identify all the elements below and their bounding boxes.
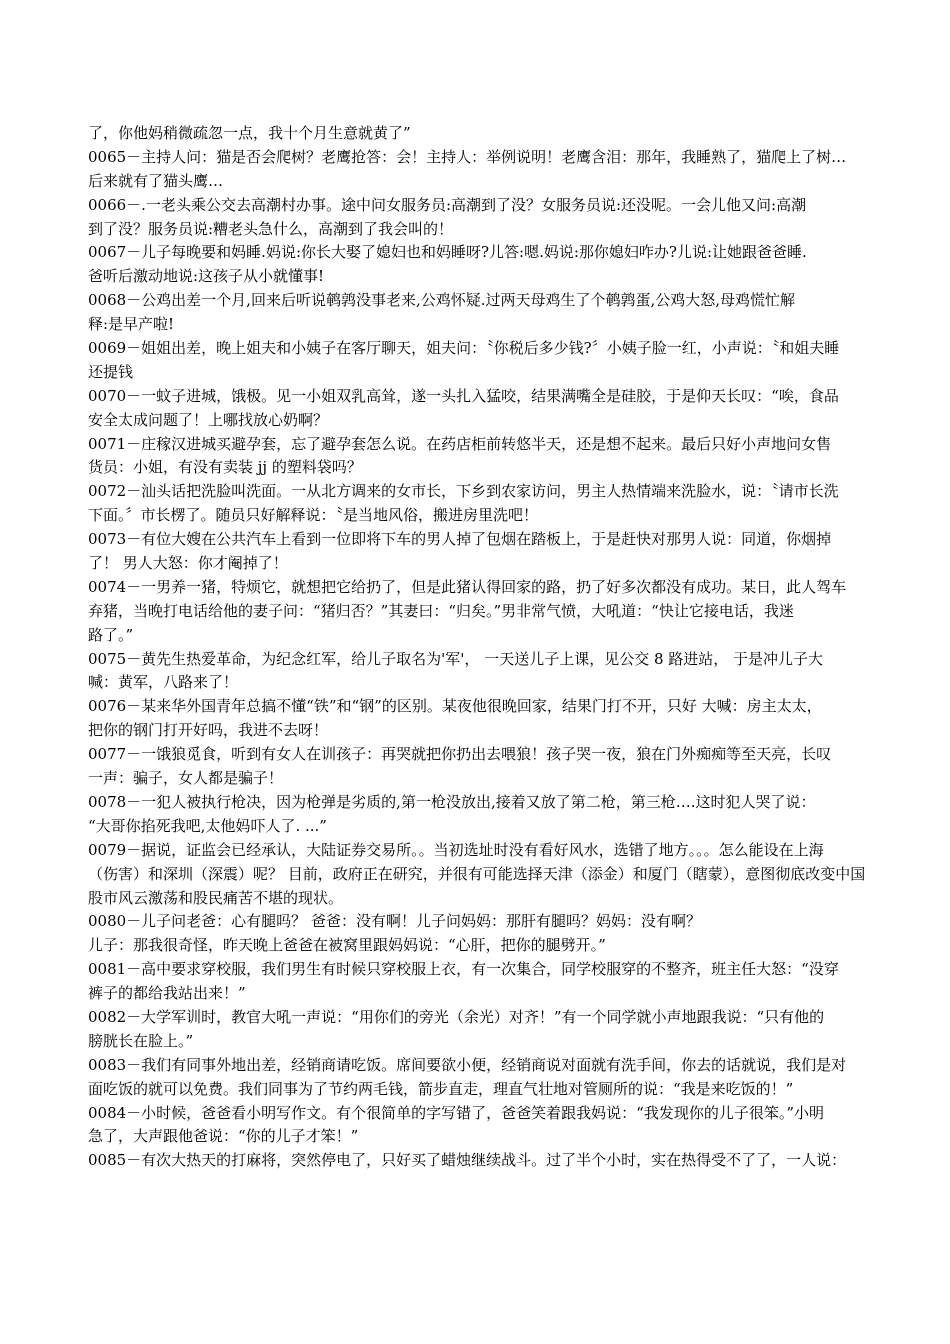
text-line: 0068－公鸡出差一个月,回来后听说鹌鹑没事老来,公鸡怀疑.过两天母鸡生了个鹌鹑蛋,公鸡大怒,母鸡慌忙解 bbox=[88, 291, 796, 310]
text-line: 0065－主持人问：猫是否会爬树？老鹰抢答：会！主持人：举例说明！老鹰含泪：那年，我睡熟了，猫爬上了树… bbox=[88, 147, 847, 166]
text-line: 到了没？服务员说:糟老头急什么，高潮到了我会叫的！ bbox=[88, 219, 454, 238]
text-line: （伤害）和深圳（深震）呢？ 目前，政府正在研究，并很有可能选择天津（添金）和厦门（瞎蒙），意图彻底改变中国 bbox=[88, 864, 866, 883]
text-line: 一声：骗子，女人都是骗子！ bbox=[88, 769, 284, 788]
text-line: 儿子：那我很奇怪，昨天晚上爸爸在被窝里跟妈妈说：“心肝，把你的腿劈开。” bbox=[88, 936, 606, 955]
text-line: 股市风云激荡和股民痛苦不堪的现状。 bbox=[88, 888, 344, 907]
text-line: 0076－某来华外国青年总搞不懂“铁”和“钢”的区别。某夜他很晚回家，结果门打不开，只好 大喊：房主太太， bbox=[88, 697, 822, 716]
text-line: 急了，大声跟他爸说：“你的儿子才笨！” bbox=[88, 1127, 359, 1146]
text-line: 0071－庄稼汉进城买避孕套，忘了避孕套怎么说。在药店柜前转悠半天，还是想不起来。最后只好小声地问女售 bbox=[88, 434, 832, 453]
text-line: 把你的钢门打开好吗，我进不去呀！ bbox=[88, 721, 329, 740]
text-line: 了！ 男人大怒：你才阉掉了！ bbox=[88, 554, 288, 573]
text-line: 0081－高中要求穿校服，我们男生有时候只穿校服上衣，有一次集合，同学校服穿的不整齐，班主任大怒：“没穿 bbox=[88, 960, 839, 979]
text-line: 货员：小姐，有没有卖装 jj 的塑料袋吗？ bbox=[88, 458, 362, 477]
text-line: 爸听后激动地说:这孩子从小就懂事! bbox=[88, 267, 325, 286]
text-line: 0082－大学军训时，教官大吼一声说：“用你们的旁光（余光）对齐！”有一个同学就小声地跟我说：“只有他的 bbox=[88, 1007, 825, 1026]
text-line: 0069－姐姐出差，晚上姐夫和小姨子在客厅聊天，姐夫问：〝你税后多少钱?〞小姨子脸一红，小声说：〝和姐夫睡 bbox=[88, 339, 840, 358]
document-page bbox=[88, 122, 888, 1173]
text-line: 0085－有次大热天的打麻将，突然停电了，只好买了蜡烛继续战斗。过了半个小时，实在热得受不了了，一人说： bbox=[88, 1151, 847, 1170]
text-line: 0073－有位大嫂在公共汽车上看到一位即将下车的男人掉了包烟在踏板上，于是赶快对那男人说：同道，你烟掉 bbox=[88, 530, 832, 549]
text-line: 膀胱长在脸上。” bbox=[88, 1031, 194, 1050]
text-line: “大哥你掐死我吧,太他妈吓人了. ...” bbox=[88, 816, 327, 835]
text-line: 0072－汕头话把洗脸叫洗面。一从北方调来的女市长，下乡到农家访问，男主人热情端来洗脸水，说：〝请市长洗 bbox=[88, 482, 839, 501]
text-line: 释:是早产啦! bbox=[88, 315, 175, 334]
text-line: 0079－据说，证监会已经承认，大陆证券交易所。。当初选址时没有看好风水，选错了地方。。。怎么能设在上海 bbox=[88, 840, 824, 859]
text-line: 0083－我们有同事外地出差，经销商请吃饭。席间要欲小便，经销商说对面就有洗手间，你去的话就说，我们是对 bbox=[88, 1055, 847, 1074]
text-line: 0067－儿子每晚要和妈睡.妈说:你长大娶了媳妇也和妈睡呀?儿答:嗯.妈说:那你媳妇咋办?儿说:让她跟爸爸睡. bbox=[88, 243, 807, 262]
text-line: 裤子的都给我站出来！” bbox=[88, 984, 246, 1003]
text-line: 还提钱 bbox=[88, 362, 134, 381]
text-line: 0084－小时候，爸爸看小明写作文。有个很简单的字写错了，爸爸笑着跟我妈说：“我发现你的儿子很笨。”小明 bbox=[88, 1103, 825, 1122]
text-line: 0074－一男养一猪，特烦它，就想把它给扔了，但是此猪认得回家的路，扔了好多次都没有成功。某日，此人驾车 bbox=[88, 577, 847, 596]
text-line: 下面。〞市长楞了。随员只好解释说：〝是当地风俗，搬进房里洗吧！ bbox=[88, 506, 539, 525]
text-line: 安全太成问题了！上哪找放心奶啊？ bbox=[88, 410, 329, 429]
text-line: 面吃饭的就可以免费。我们同事为了节约两毛钱，箭步直走，理直气壮地对管厕所的说：“我是来吃饭的！” bbox=[88, 1079, 794, 1098]
text-line: 路了。” bbox=[88, 625, 134, 644]
text-line: 0078－一犯人被执行枪决，因为枪弹是劣质的,第一枪没放出,接着又放了第二枪，第三枪….这时犯人哭了说： bbox=[88, 792, 816, 811]
text-line: 了，你他妈稍微疏忽一点，我十个月生意就黄了” bbox=[88, 124, 411, 142]
text-line: 后来就有了猫头鹰… bbox=[88, 171, 224, 190]
text-line: 0070－一蚊子进城，饿极。见一小姐双乳高耸，遂一头扎入猛咬，结果满嘴全是硅胶，于是仰天长叹：“唉，食品 bbox=[88, 386, 839, 405]
text-line: 0080－儿子问老爸：心有腿吗？ 爸爸：没有啊！儿子问妈妈：那肝有腿吗？妈妈：没有啊？ bbox=[88, 912, 701, 931]
text-line: 喊：黄军，八路来了！ bbox=[88, 673, 239, 692]
text-line: 0077－一饿狼觅食，听到有女人在训孩子：再哭就把你扔出去喂狼！孩子哭一夜，狼在门外痴痴等至天亮，长叹 bbox=[88, 745, 832, 764]
text-line: 0066－.一老头乘公交去高潮村办事。途中问女服务员:高潮到了没？女服务员说:还没呢。一会儿他又问:高潮 bbox=[88, 195, 807, 214]
text-line: 弃猪，当晚打电话给他的妻子问：“猪归否？”其妻曰：“归矣。”男非常气愤，大吼道：“快让它接电话，我迷 bbox=[88, 601, 794, 620]
text-line: 0075－黄先生热爱革命，为纪念红军，给儿子取名为'军'， 一天送儿子上课，见公交 8 路进站， 于是冲儿子大 bbox=[88, 649, 824, 668]
